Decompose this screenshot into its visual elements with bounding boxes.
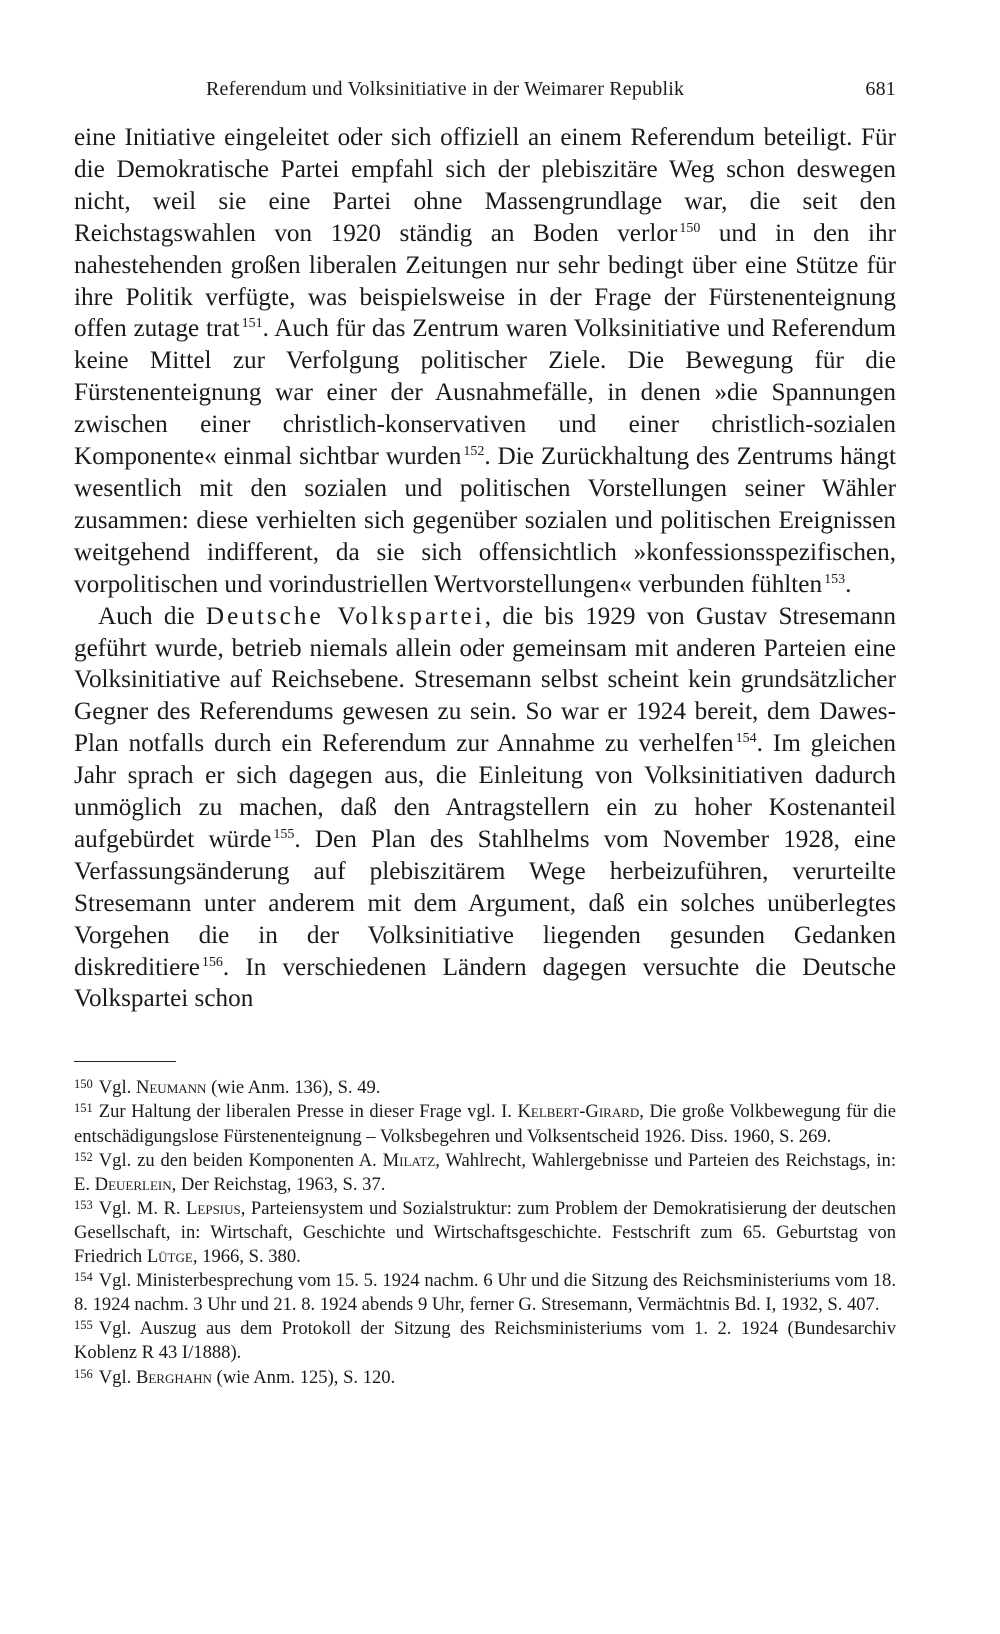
footnote-text: (wie Anm. 136), S. 49. <box>206 1077 381 1099</box>
author-name: Kelbert-Girard <box>517 1101 640 1123</box>
footnote-text: Vgl. <box>98 1366 136 1388</box>
footnote-text: , 1966, S. 380. <box>192 1246 301 1268</box>
footnote-text: Vgl. Auszug aus dem Protokoll der Sitzung des Reichsministeriums vom 1. 2. 1924 (Bundesarchiv Koblenz R 43 I/1888). <box>74 1318 896 1364</box>
footnote-text: , Wahlrecht, Wahlergebnisse und Parteien des Reichstags, in: E. <box>74 1149 896 1195</box>
footnote-number: 155 <box>74 1318 93 1333</box>
footnote-text: Zur Haltung der liberalen Presse in dieser Frage vgl. I. <box>98 1101 518 1123</box>
running-head <box>206 78 896 108</box>
author-name: Milatz <box>382 1149 436 1171</box>
footnote-ref-156[interactable]: 156 <box>201 954 223 970</box>
text-run: . Die Zurückhaltung des Zentrums hängt wesentlich mit den sozialen und politischen Vorstellungen seiner Wähler zusammen: diese verhielten sich gegenüber sozialen und politischen Ereignissen weitgehend indifferent, da sie sich offensichtlich »konfessionsspezifischen, vorpolitischen und vorindustriellen Wertvorstellungen« verbunden fühlten <box>74 443 896 598</box>
footnote-ref-152[interactable]: 152 <box>463 444 485 460</box>
footnote-number: 150 <box>74 1077 93 1092</box>
text-run: . In verschiedenen Ländern dagegen versuchte die Deutsche Volkspartei schon <box>74 953 896 1013</box>
footnote-ref-151[interactable]: 151 <box>241 316 263 332</box>
footnote-text: (wie Anm. 125), S. 120. <box>211 1366 396 1388</box>
author-name: Lepsius <box>186 1197 241 1219</box>
document-page <box>74 78 896 1390</box>
footnote-155 <box>74 1317 896 1365</box>
author-name: Lütge <box>146 1246 193 1268</box>
footnote-number: 151 <box>74 1101 93 1116</box>
body-text <box>74 122 896 1015</box>
footnote-text: , Parteiensystem und Sozialstruktur: zum Problem der Demokratisierung der deutschen Gesellschaft, in: Wirtschaft, Geschichte und Wirtschaftsgeschichte. Festschrift zum 65. Geburtstag von Friedrich <box>74 1197 897 1268</box>
footnote-153 <box>74 1197 896 1269</box>
emphasized-party-name: Deutsche Volkspartei <box>205 602 485 630</box>
text-run: . Im gleichen Jahr sprach er sich dagegen aus, die Einleitung von Volksinitiativen dadurch unmöglich zu machen, daß den Antragstellern ein zu hoher Kostenanteil aufgebürdet würde <box>74 730 896 853</box>
author-name: Neumann <box>135 1077 207 1099</box>
footnote-152 <box>74 1149 896 1197</box>
footnote-150 <box>74 1076 896 1100</box>
text-run: . Auch für das Zentrum waren Volksinitiative und Referendum keine Mittel zur Verfolgung politischer Ziele. Die Bewegung für die Fürstenenteignung war einer der Ausnahmefälle, in denen »die Spannungen zwischen einer christlich-konservativen und einer christlich-sozialen Komponente« einmal sichtbar wurden <box>74 315 896 471</box>
footnote-text: , Der Reichstag, 1963, S. 37. <box>171 1173 386 1195</box>
footnote-ref-154[interactable]: 154 <box>735 731 757 747</box>
footnote-text: Vgl. M. R. <box>98 1197 187 1219</box>
footnote-text: Vgl. Ministerbesprechung vom 15. 5. 1924 nachm. 6 Uhr und die Sitzung des Reichsministeriums vom 18. 8. 1924 nachm. 3 Uhr und 21. 8. 1924 abends 9 Uhr, ferner G. Stresemann, Vermächtnis Bd. I, 1932, S. 407. <box>74 1270 896 1316</box>
footnote-text: Vgl. zu den beiden Komponenten A. <box>98 1149 383 1171</box>
author-name: Deuerlein <box>94 1173 172 1195</box>
footnote-number: 152 <box>74 1149 93 1164</box>
footnote-ref-153[interactable]: 153 <box>824 571 846 587</box>
text-run: und in den ihr nahestehenden großen liberalen Zeitungen nur sehr bedingt über eine Stütze für ihre Politik verfügte, was beispielsweise in der Frage der Fürstenenteignung offen zutage trat <box>74 219 896 343</box>
page-number: 681 <box>865 78 896 100</box>
footnote-separator <box>74 1061 176 1062</box>
footnote-154 <box>74 1269 896 1317</box>
footnote-number: 156 <box>74 1366 93 1381</box>
author-name: Berghahn <box>135 1366 212 1388</box>
footnote-156 <box>74 1366 896 1390</box>
footnote-ref-150[interactable]: 150 <box>679 220 701 236</box>
text-run: , die bis 1929 von Gustav Stresemann geführt wurde, betrieb niemals allein oder gemeinsam mit anderen Parteien eine Volksinitiative auf Reichsebene. Stresemann selbst scheint kein grundsätzlicher Gegner des Referendums gewesen zu sein. So war er 1924 bereit, dem Dawes-Plan notfalls durch ein Referendum zur Annahme zu verhelfen <box>74 602 896 758</box>
paragraph-2 <box>74 601 896 1016</box>
text-run: . <box>845 570 852 598</box>
footnote-number: 153 <box>74 1197 93 1212</box>
running-title: Referendum und Volksinitiative in der Weimarer Republik <box>206 78 685 100</box>
footnote-ref-155[interactable]: 155 <box>273 826 295 842</box>
footnotes <box>74 1076 896 1389</box>
footnote-151 <box>74 1100 896 1148</box>
paragraph-1 <box>74 122 896 601</box>
text-run: eine Initiative eingeleitet oder sich offiziell an einem Referendum beteiligt. Für die Demokratische Partei empfahl sich der plebiszitäre Weg schon deswegen nicht, weil sie eine Partei ohne Massengrundlage war, die seit den Reichstagswahlen von 1920 ständig an Boden verlor <box>74 124 896 247</box>
text-run: Auch die <box>98 602 206 630</box>
footnote-text: , Die große Volkbewegung für die entschädigungslose Fürstenenteignung – Volksbegehren und Volksentscheid 1926. Diss. 1960, S. 269. <box>74 1101 896 1147</box>
footnote-text: Vgl. <box>98 1077 136 1099</box>
text-run: . Den Plan des Stahlhelms vom November 1928, eine Verfassungsänderung auf plebiszitärem Wege herbeizuführen, verurteilte Stresemann unter anderem mit dem Argument, daß ein solches unüberlegtes Vorgehen die in der Volksinitiative liegenden gesunden Gedanken diskreditiere <box>74 825 896 981</box>
footnote-number: 154 <box>74 1270 93 1285</box>
